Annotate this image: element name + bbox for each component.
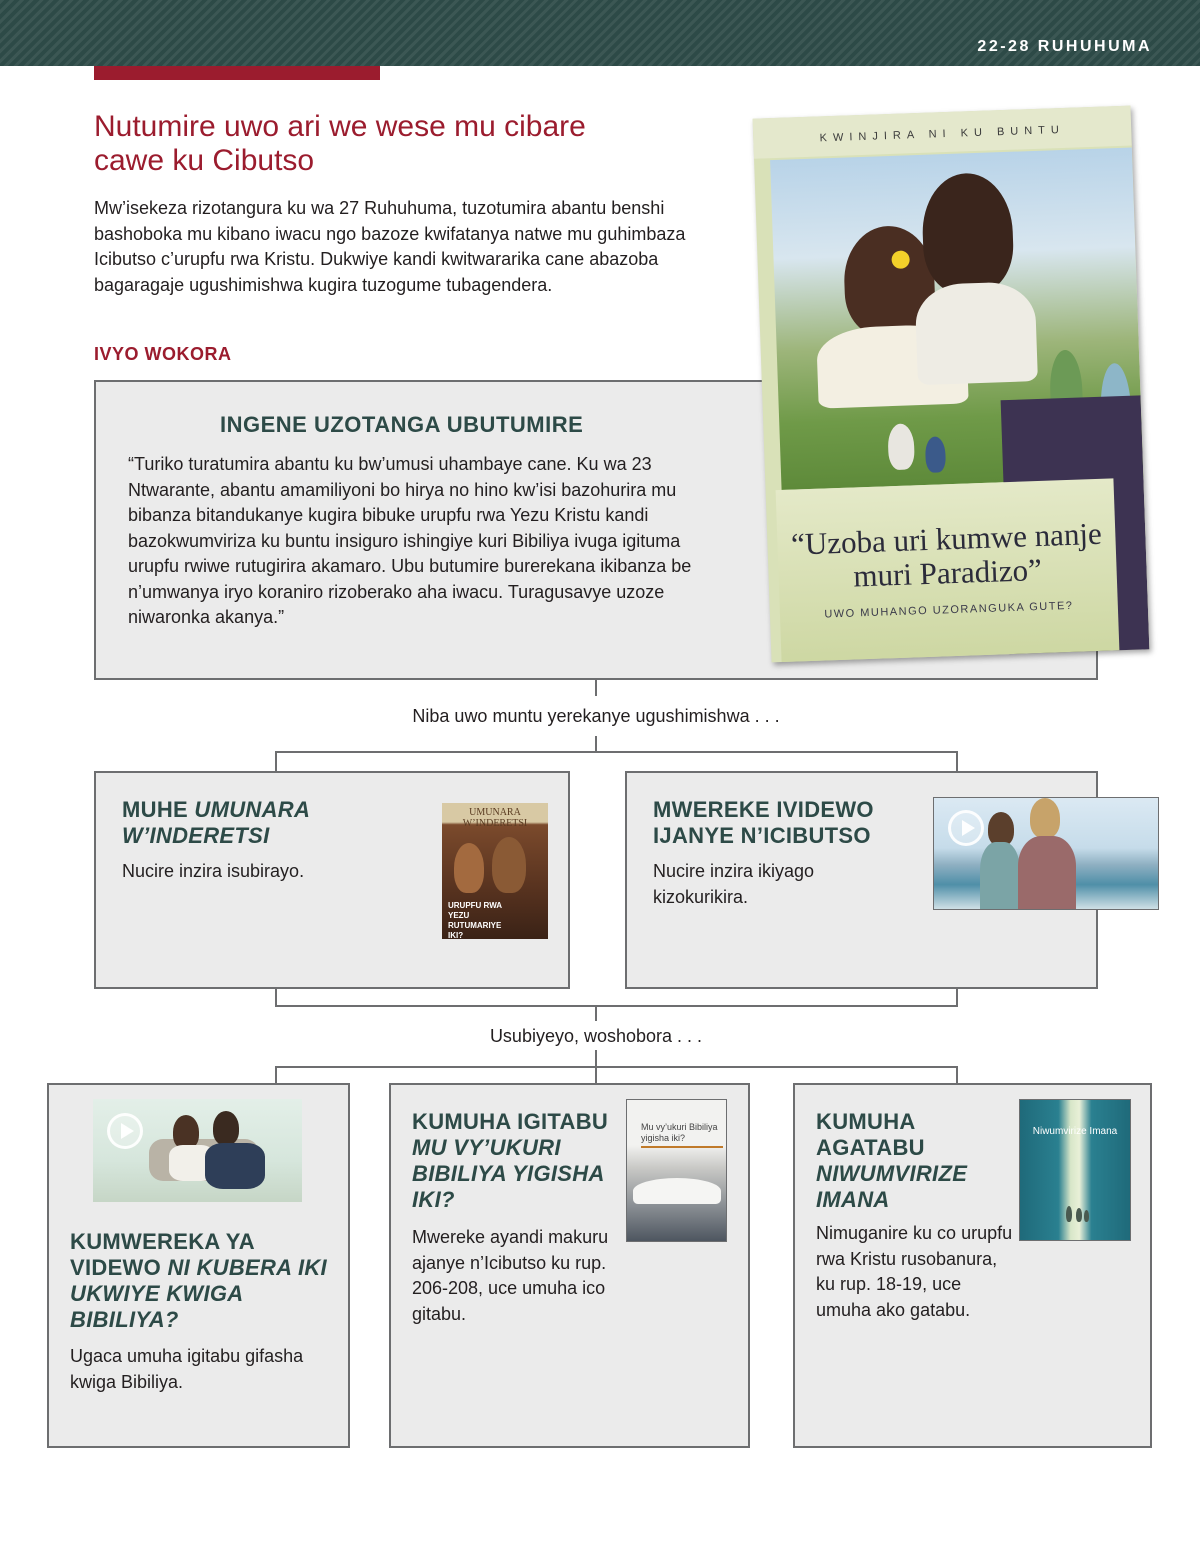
magazine-cover-headline: URUPFU RWA YEZU RUTUMARIYE IKI?: [448, 901, 502, 939]
header-bar: [0, 0, 1200, 66]
crowd-figure: [492, 837, 526, 893]
page-title: Nutumire uwo ari we wese mu cibare cawe ku Cibutso: [94, 110, 586, 177]
watchtower-magazine-image: [442, 803, 548, 939]
accent-bar: [94, 66, 380, 80]
open-bible-icon: [633, 1178, 721, 1204]
man-shirt: [915, 281, 1038, 385]
man-figure: [988, 812, 1014, 846]
memorial-video-thumbnail[interactable]: [933, 797, 1159, 910]
invitation-quote: “Turiko turatumira abantu ku bw’umusi uhambaye cane. Ku wa 23 Ntwarante, abantu amamiliyoni bo hirya no hino kw’isi bazohurira mu bibanza bitandukanye kugira bibuke urupfu rwa Yezu Kristu kandi bazokwumviriza ku buntu insiguro ishingiye kuri Bibiliya ivuga igituma urupfu rwiwe rutugirira akamaro. Ubu butumire burerekana ikibanza be n’umwanya iryo koraniro rizoberako aha iwacu. Turagusavye uzoze niwaronka akanya.”: [128, 454, 692, 627]
next-visit-caption: Usubiyeyo, woshobora . . .: [489, 1026, 703, 1046]
man-figure: [213, 1111, 239, 1145]
connector-line: [595, 736, 597, 752]
invitation-brochure-image: [753, 106, 1150, 663]
book-heading-plain: KUMUHA IGITABU: [412, 1109, 609, 1134]
brochure-title-panel: [776, 478, 1120, 662]
study-video-heading-plain: KUMWEREKA YA VIDEWO: [70, 1229, 255, 1280]
intro-paragraph: Mw’isekeza rizotangura ku wa 27 Ruhuhuma, tuzotumira abantu benshi bashoboka mu kibano iwacu ngo bazoze kwifatanya natwe mu guhimbaza Icibutso c’urupfu rwa Kristu. Dukwiye kandi kwitwararika cane abazoba bagaragaje ugushimishwa kugira tuzogume tubagendera.: [94, 198, 686, 295]
brochure-title: “Uzoba uri kumwe nanje muri Paradizo”: [790, 515, 1103, 594]
section-heading: IVYO WOKORA: [94, 344, 232, 364]
connector-line: [956, 1066, 958, 1084]
play-icon[interactable]: [107, 1113, 143, 1149]
magazine-cover-title: UMUNARA W’INDERETSI: [462, 807, 528, 829]
study-video-thumbnail[interactable]: [93, 1099, 302, 1202]
study-video-heading: [70, 1229, 334, 1333]
horse-figure: [887, 423, 915, 470]
listen-card-heading: [816, 1109, 1016, 1213]
book-heading-italic: MU VY’UKURI BIBILIYA YIGISHA IKI?: [412, 1135, 604, 1212]
man-body: [980, 842, 1020, 910]
listen-to-god-brochure-image: [1019, 1099, 1131, 1241]
magazine-card-heading: [122, 797, 422, 849]
book-cover-title: Mu vy’ukuri Bibiliya yigisha iki?: [641, 1122, 718, 1143]
study-video-text: Ugaca umuha igitabu gifasha kwiga Bibiliya.: [70, 1346, 304, 1392]
connector-line: [275, 751, 277, 772]
book-card-heading: [412, 1109, 612, 1213]
woman-figure: [1030, 798, 1060, 838]
child-figure: [925, 436, 946, 473]
crowd-figure: [454, 843, 484, 893]
family-figure: [1066, 1206, 1072, 1222]
listen-heading-italic: NIWUMVIRIZE IMANA: [816, 1161, 968, 1212]
play-icon[interactable]: [948, 810, 984, 846]
connector-line: [275, 1066, 958, 1068]
book-card-text: Mwereke ayandi makuru ajanye n’Icibutso ku rup. 206-208, uce umuha ico gitabu.: [412, 1227, 609, 1324]
connector-line: [275, 751, 958, 753]
connector-line: [275, 1066, 277, 1084]
video-card-text: Nucire inzira ikiyago kizokurikira.: [653, 861, 815, 907]
brochure-cover-title: Niwumvirize Imana: [1032, 1126, 1118, 1137]
interest-caption: Niba uwo muntu yerekanye ugushimishwa . . .: [412, 706, 780, 726]
week-label: 22-28 RUHUHUMA: [977, 38, 1152, 55]
brochure-subtitle: UWO MUHANGO UZORANGUKA GUTE?: [824, 599, 1074, 621]
brochure-kicker: KWINJIRA NI KU BUNTU: [819, 123, 1066, 145]
magazine-heading-plain: MUHE: [122, 797, 195, 822]
family-figure: [1076, 1208, 1082, 1222]
bible-teach-book-image: [626, 1099, 727, 1242]
man-body: [205, 1143, 265, 1189]
family-figure: [1084, 1210, 1089, 1222]
study-video-heading-italic: NI KUBERA IKI UKWIYE KWIGA BIBILIYA?: [70, 1255, 327, 1332]
woman-figure: [173, 1115, 199, 1149]
connector-line: [595, 1005, 597, 1021]
magazine-card: [94, 771, 570, 989]
video-card-heading: MWEREKE IVIDEWO IJANYE N’ICIBUTSO: [653, 797, 874, 848]
connector-line: [275, 1005, 958, 1007]
magazine-heading-italic: UMUNARA W’INDERETSI: [122, 797, 310, 848]
listen-card-text: Nimuganire ku co urupfu rwa Kristu rusobanura, ku rup. 18-19, uce umuha ako gatabu.: [816, 1223, 1013, 1320]
woman-scarf: [1018, 836, 1076, 910]
listen-heading-plain: KUMUHA AGATABU: [816, 1109, 925, 1160]
invitation-heading: INGENE UZOTANGA UBUTUMIRE: [220, 412, 584, 437]
connector-line: [595, 680, 597, 696]
man-figure: [921, 172, 1015, 295]
connector-line: [956, 751, 958, 772]
magazine-card-text: Nucire inzira isubirayo.: [122, 861, 305, 881]
book-cover-rule: [641, 1146, 723, 1148]
